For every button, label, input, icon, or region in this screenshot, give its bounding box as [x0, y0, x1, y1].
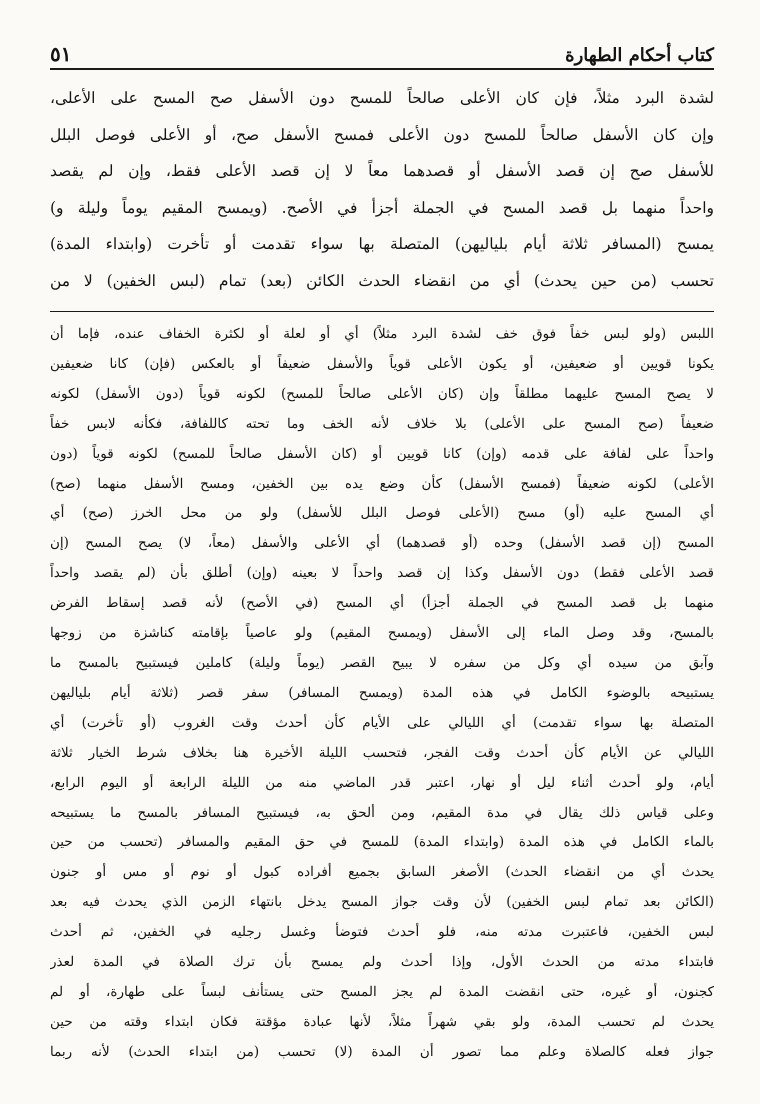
main-text-line: للأسفل صح إن قصد الأسفل أو قصدهما معاً لا إن قصد الأعلى فقط، وإن لم يقصد [50, 162, 714, 180]
commentary-line: أيام، ولو أحدث أثناء ليل أو نهار، اعتبر قدر الماضي منه من الليلة الرابعة أو اليوم الرابع، [50, 774, 714, 791]
commentary-line: اللبس (ولو لبس خفاً فوق خف لشدة البرد مثلاً) أي أو لعلة أو لكثرة الخفاف عنده، فإما أن [50, 326, 714, 342]
page-header [50, 30, 714, 70]
commentary-line: يحدث أي من انقضاء الحدث) الأصغر السابق بجميع أفراده كبول أو نوم أو مس أو جنون [50, 864, 714, 881]
commentary-line: جواز فعله كالصلاة وعلم مما تصور أن المدة (لا) تحسب (من ابتداء الحدث) لأنه ربما [50, 1043, 714, 1060]
main-text-line: تحسب (من حين يحدث) أي من انقضاء الحدث الكائن (بعد) تمام (لبس الخفين) لا من [50, 271, 714, 290]
commentary-line: فابتداء مدته من الحدث الأول، وإذا أحدث ولم يمسح بأن ترك الصلاة في المدة لعذر [50, 954, 714, 971]
book-title: كتاب أحكام الطهارة [565, 45, 714, 66]
commentary-line: لا يصح المسح عليهما مطلقاً وإن (كان الأعلى صالحاً للمسح) لكونه قوياً (دون الأسفل) لكونه [50, 385, 714, 402]
commentary-line: المسح (إن قصد الأسفل) وحده (أو قصدهما) أي الأعلى والأسفل (معاً، لا) يصح المسح (إن [50, 535, 714, 552]
commentary-line: وعلى قياس ذلك يقال في مدة المقيم، ومن ألحق به، فيستبيح المسافر بالمسح ما يستبيحه [50, 804, 714, 821]
main-text-line: لشدة البرد مثلاً، فإن كان الأعلى صالحاً للمسح دون الأسفل صح المسح على الأعلى، [50, 89, 714, 107]
page-number: ٥١ [50, 42, 72, 66]
commentary-line: (الكائن بعد تمام لبس الخفين) لأن وقت جواز المسح يدخل بانتهاء الزمن الذي يحدث فيه بعد [50, 894, 714, 911]
main-text-line: وإن كان الأسفل صالحاً للمسح دون الأعلى فمسح الأسفل صح، أو الأعلى فوصل البلل [50, 125, 714, 144]
main-text [50, 80, 714, 299]
commentary-line: بالماء الكامل في هذه المدة (وابتداء المدة) للمسح في حق المقيم والمسافر (تحسب من حين [50, 834, 714, 851]
commentary-line: كجنون، أو غيره، حتى انقضت المدة لم يجز المسح حتى يستأنف لبساً على طهارة، أو لم [50, 983, 714, 1000]
commentary-text [50, 320, 714, 1068]
commentary-line: المتصلة بها سواء تقدمت) أي الليالي على الأيام كأن أحدث وقت الغروب (أو تأخرت) أي [50, 714, 714, 731]
commentary-line: الليالي عن الأيام كأن أحدث وقت الفجر، فتحسب الليلة الأخيرة هنا بخلاف شرط الخيار ثلاثة [50, 744, 714, 761]
commentary-line: بالمسح، وقد وصل الماء إلى الأسفل (ويمسح المقيم) ولو عاصياً بإقامته كناشزة من زوجها [50, 625, 714, 642]
commentary-line: الأعلى) لكونه ضعيفاً (فمسح الأسفل) كأن وضع يده بين الخفين، ومسح الأسفل منهما (صح) [50, 475, 714, 492]
commentary-line: ضعيفاً (صح المسح على الأعلى) بلا خلاف لأنه الخف وما تحته كاللفافة، فكأنه لابس خفاً [50, 415, 714, 432]
commentary-line: يستبيحه بالوضوء الكامل في هذه المدة (ويمسح المسافر) سفر قصر (ثلاثة أيام بلياليهن [50, 684, 714, 701]
commentary-line: أي المسح عليه (أو) مسح (الأعلى فوصل البلل للأسفل) ولو من محل الخرز (صح) أي [50, 505, 714, 522]
main-text-line: واحداً منهما بل قصد المسح في الجملة أجزأ في الأصح. (ويمسح المقيم يوماً وليلة و) [50, 198, 714, 217]
commentary-line: يحدث لم تحسب المدة، ولو بقي شهراً مثلاً، لأنها عبادة مؤقتة فكان ابتداء وقته من حين [50, 1013, 714, 1030]
commentary-line: واحداً على لفافة على قدمه (وإن) كانا قويين أو (كان الأسفل صالحاً للمسح) لكونه قوياً (دون [50, 445, 714, 462]
commentary-line: لبس الخفين، فاعتبرت مدته منه، فلو أحدث فتوضأ وغسل رجليه في الخفين، ثم أحدث [50, 924, 714, 941]
commentary-line: يكونا قويين أو ضعيفين، أو يكون الأعلى قوياً والأسفل ضعيفاً أو بالعكس (فإن) كانا ضعيفين [50, 355, 714, 372]
commentary-line: منهما بل قصد المسح في الجملة أجزأ) أي المسح (في الأصح) لأنه قصد إسقاط الفرض [50, 595, 714, 612]
commentary-line: قصد الأعلى فقط) دون الأسفل وكذا إن قصد واحداً لا بعينه (وإن) أطلق بأن (لم يقصد واحداً [50, 565, 714, 582]
section-divider [50, 311, 714, 312]
commentary-line: وآبق من سيده أي وكل من سفره لا يبيح القصر (يوماً وليلة) كاملين فيستبيح بالمسح ما [50, 654, 714, 671]
main-text-line: يمسح (المسافر ثلاثة أيام بلياليهن) المتصلة بها سواء تقدمت أو تأخرت (وابتداء المدة) [50, 235, 714, 253]
